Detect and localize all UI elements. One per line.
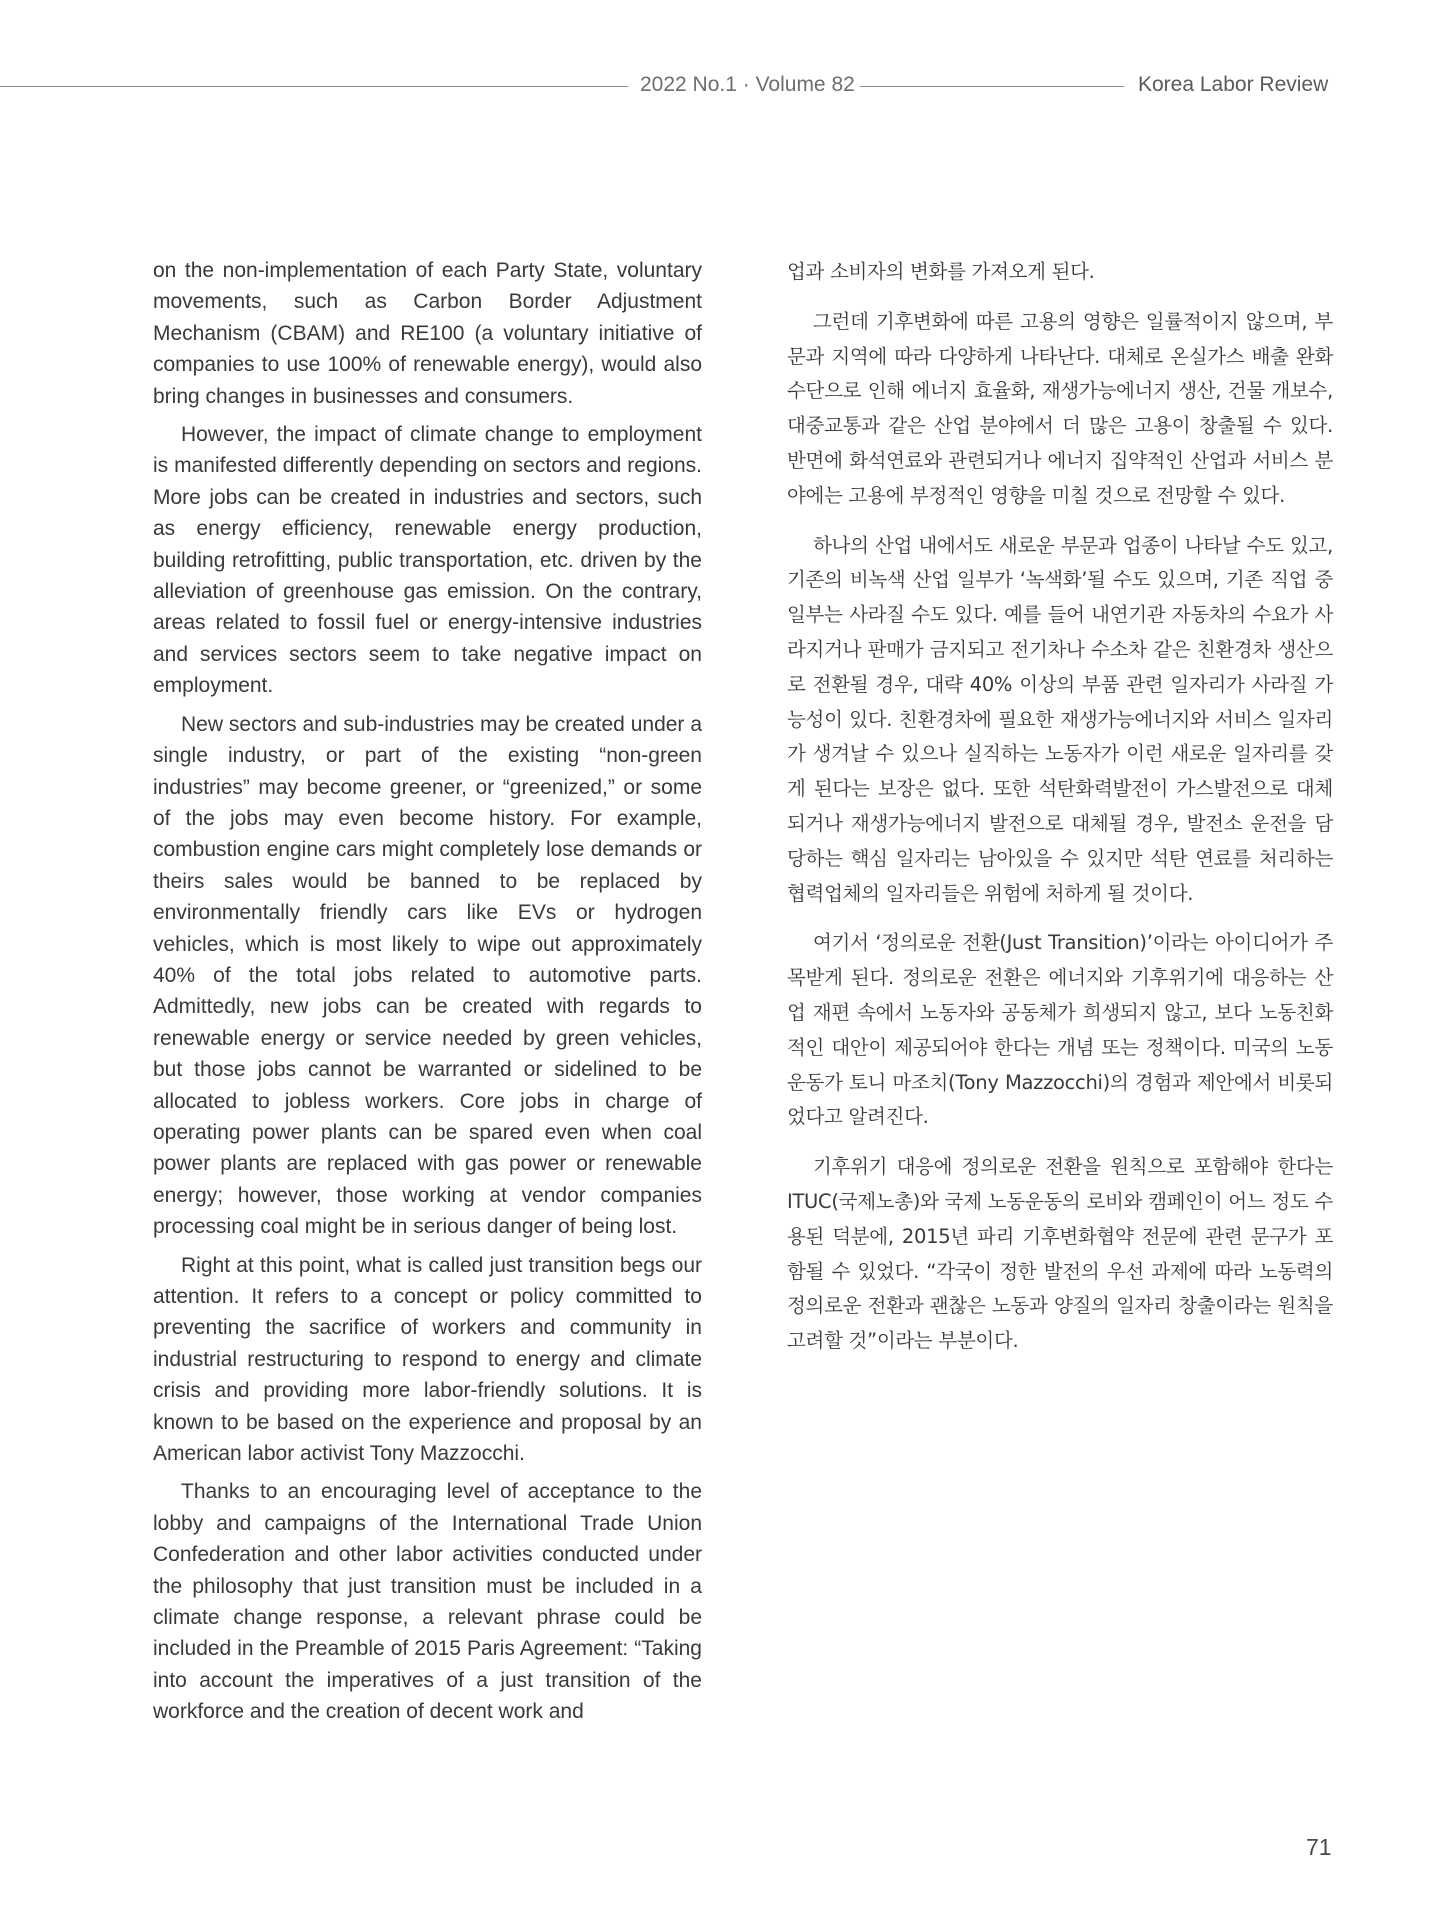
- english-paragraph: New sectors and sub-industries may be created under a single industry, or part of the existing “non-green industries” may become greener, or “greenized,” or some of the jobs may even become history. For example, combustion engine cars might completely lose demands or theirs sales would be banned to be replaced by environmentally friendly cars like EVs or hydrogen vehicles, which is most likely to wipe out approximately 40% of the total jobs related to automotive parts. Admittedly, new jobs can be created with regards to renewable energy or service needed by green vehicles, but those jobs cannot be warranted or sidelined to be allocated to jobless workers. Core jobs in charge of operating power plants can be spared even when coal power plants are replaced with gas power or renewable energy; however, those working at vendor companies processing coal might be in serious danger of being lost.: [153, 712, 702, 1239]
- korean-paragraph: 여기서 ‘정의로운 전환(Just Transition)’이라는 아이디어가 주목받게 된다. 정의로운 전환은 에너지와 기후위기에 대응하는 산업 재편 속에서 노동자와 공동체가 희생되지 않고, 보다 노동친화적인 대안이 제공되어야 한다는 개념 또는 정책이다. 미국의 노동운동가 토니 마조치(Tony Mazzocchi)의 경험과 제안에서 비롯되었다고 알려진다.: [787, 931, 1333, 1129]
- korean-column: [787, 255, 1333, 1374]
- issue-label: 2022 No.1 · Volume 82: [640, 73, 855, 96]
- english-column: [153, 255, 702, 1735]
- korean-paragraph: 하나의 산업 내에서도 새로운 부문과 업종이 나타날 수도 있고, 기존의 비녹색 산업 일부가 ‘녹색화’될 수도 있으며, 기존 직업 중 일부는 사라질 수도 있다. 예를 들어 내연기관 자동차의 수요가 사라지거나 판매가 금지되고 전기차나 수소차 같은 친환경차 생산으로 전환될 경우, 대략 40% 이상의 부품 관련 일자리가 사라질 가능성이 있다. 친환경차에 필요한 재생가능에너지와 서비스 일자리가 생겨날 수 있으나 실직하는 노동자가 이런 새로운 일자리를 갖게 된다는 보장은 없다. 또한 석탄화력발전이 가스발전으로 대체되거나 재생가능에너지 발전으로 대체될 경우, 발전소 운전을 담당하는 핵심 일자리는 남아있을 수 있지만 석탄 연료를 처리하는 협력업체의 일자리들은 위험에 처하게 될 것이다.: [787, 533, 1333, 905]
- header-rule-middle: [860, 86, 1124, 87]
- header-rule-left: [0, 86, 628, 87]
- english-paragraph: However, the impact of climate change to employment is manifested differently depending on sectors and regions. More jobs can be created in industries and sectors, such as energy efficiency, renewable energy production, building retrofitting, public transportation, etc. driven by the alleviation of greenhouse gas emission. On the contrary, areas related to fossil fuel or energy-intensive industries and services sectors seem to take negative impact on employment.: [153, 423, 702, 698]
- korean-paragraph: 업과 소비자의 변화를 가져오게 된다.: [787, 260, 1095, 283]
- korean-paragraph: 그런데 기후변화에 따른 고용의 영향은 일률적이지 않으며, 부문과 지역에 따라 다양하게 나타난다. 대체로 온실가스 배출 완화 수단으로 인해 에너지 효율화, 재생가능에너지 생산, 건물 개보수, 대중교통과 같은 산업 분야에서 더 많은 고용이 창출될 수 있다. 반면에 화석연료와 관련되거나 에너지 집약적인 산업과 서비스 분야에는 고용에 부정적인 영향을 미칠 것으로 전망할 수 있다.: [787, 309, 1333, 507]
- english-paragraph: on the non-implementation of each Party State, voluntary movements, such as Carbon Border Adjustment Mechanism (CBAM) and RE100 (a voluntary initiative of companies to use 100% of renewable energy), would also bring changes in businesses and consumers.: [153, 259, 702, 408]
- page-number: 71: [1306, 1834, 1332, 1860]
- journal-label: Korea Labor Review: [1138, 73, 1329, 96]
- korean-paragraph: 기후위기 대응에 정의로운 전환을 원칙으로 포함해야 한다는 ITUC(국제노총)와 국제 노동운동의 로비와 캠페인이 어느 정도 수용된 덕분에, 2015년 파리 기후변화협약 전문에 관련 문구가 포함될 수 있었다. “각국이 정한 발전의 우선 과제에 따라 노동력의 정의로운 전환과 괜찮은 노동과 양질의 일자리 창출이라는 원칙을 고려할 것”이라는 부분이다.: [787, 1155, 1333, 1353]
- english-paragraph: Thanks to an encouraging level of acceptance to the lobby and campaigns of the International Trade Union Confederation and other labor activities conducted under the philosophy that just transition must be included in a climate change response, a relevant phrase could be included in the Preamble of 2015 Paris Agreement: “Taking into account the imperatives of a just transition of the workforce and the creation of decent work and: [153, 1480, 702, 1724]
- english-paragraph: Right at this point, what is called just transition begs our attention. It refers to a concept or policy committed to preventing the sacrifice of workers and community in industrial restructuring to respond to energy and climate crisis and providing more labor-friendly solutions. It is known to be based on the experience and proposal by an American labor activist Tony Mazzocchi.: [153, 1253, 702, 1466]
